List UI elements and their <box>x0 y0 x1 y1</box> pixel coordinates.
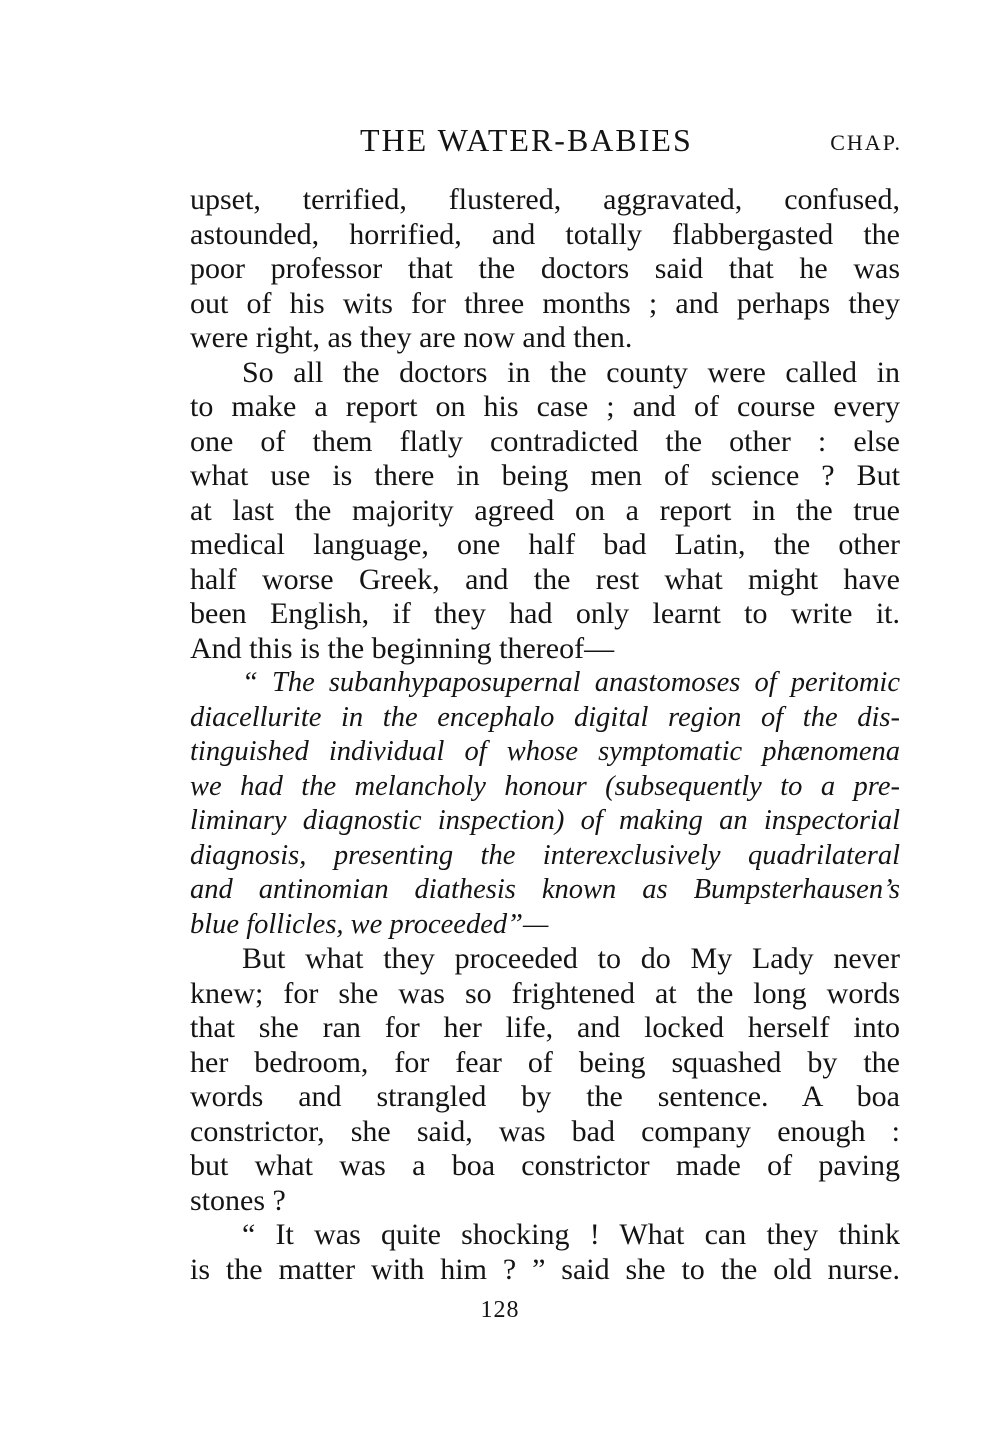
text-line: diagnosis, presenting the interexclusively quadrilateral <box>190 839 900 871</box>
page-number: 128 <box>480 1297 520 1323</box>
text-line: out of his wits for three months ; and perhaps they <box>190 286 900 320</box>
text-line: blue follicles, we proceeded”— <box>190 908 549 940</box>
text-line: constrictor, she said, was bad company enough : <box>190 1114 900 1148</box>
text-line: words and strangled by the sentence. A boa <box>190 1080 900 1113</box>
text-line: medical language, one half bad Latin, the other <box>190 528 900 561</box>
text-line: but what was a boa constrictor made of paving <box>190 1149 900 1182</box>
text-line: liminary diagnostic inspection) of making an inspectorial <box>190 805 900 836</box>
running-chapter-label: CHAP. <box>830 130 902 155</box>
text-line: So all the doctors in the county were called in <box>242 355 900 389</box>
text-line: half worse Greek, and the rest what might have <box>190 562 900 596</box>
text-line: stones ? <box>190 1183 286 1217</box>
text-line: and antinomian diathesis known as Bumpsterhausen’s <box>190 874 900 905</box>
text-line: And this is the beginning thereof— <box>190 631 615 665</box>
text-line: were right, as they are now and then. <box>190 321 633 354</box>
running-title: THE WATER-BABIES <box>360 122 693 158</box>
text-line: that she ran for her life, and locked herself into <box>190 1011 900 1044</box>
text-line: astounded, horrified, and totally flabbergasted the <box>190 217 900 251</box>
text-line: poor professor that the doctors said that he was <box>190 252 900 285</box>
text-line: “ The subanhypaposupernal anastomoses of peritomic <box>242 667 900 698</box>
text-line: what use is there in being men of science ? But <box>190 459 900 492</box>
text-line: her bedroom, for fear of being squashed by the <box>190 1045 900 1079</box>
text-line: one of them flatly contradicted the other : else <box>190 424 900 458</box>
running-head <box>190 122 902 162</box>
text-line: “ It was quite shocking ! What can they think <box>242 1218 900 1251</box>
text-line: diacellurite in the encephalo digital region of the dis- <box>190 701 900 733</box>
text-line: been English, if they had only learnt to write it. <box>190 597 900 630</box>
text-line: at last the majority agreed on a report in the true <box>190 493 900 527</box>
text-line: we had the melancholy honour (subsequently to a pre- <box>190 770 900 802</box>
text-line: to make a report on his case ; and of course every <box>190 390 900 423</box>
text-line: knew; for she was so frightened at the long words <box>190 976 900 1010</box>
text-line: upset, terrified, flustered, aggravated, confused, <box>190 183 900 216</box>
text-line: tinguished individual of whose symptomatic phænomena <box>190 736 900 767</box>
text-line: But what they proceeded to do My Lady never <box>242 942 900 975</box>
body-text <box>190 183 900 1287</box>
text-line: is the matter with him ? ” said she to the old nurse. <box>190 1252 900 1286</box>
